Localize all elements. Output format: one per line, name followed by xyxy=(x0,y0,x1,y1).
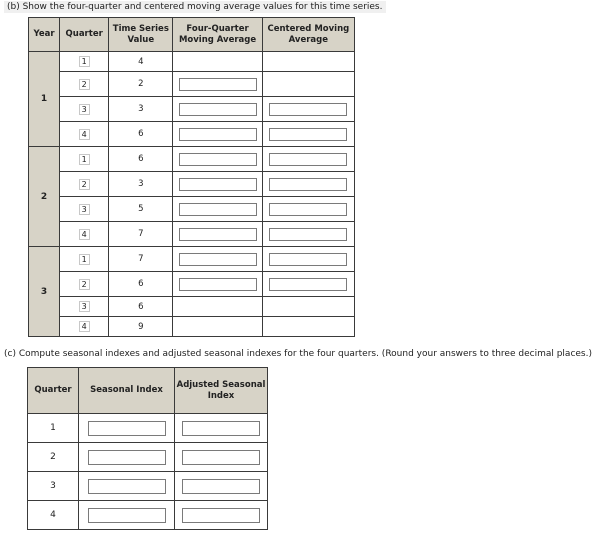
table-row xyxy=(29,72,355,97)
centered-moving-average-input[interactable] xyxy=(269,278,347,291)
quarter-label: 1 xyxy=(79,154,90,165)
quarter-cell xyxy=(60,197,109,222)
time-series-value: 5 xyxy=(109,197,173,222)
adjusted-seasonal-index-input[interactable] xyxy=(182,479,260,494)
four-quarter-cell xyxy=(173,72,262,97)
centered-moving-average-input[interactable] xyxy=(269,203,347,216)
adjusted-seasonal-index-cell xyxy=(175,501,268,530)
quarter-cell xyxy=(60,317,109,337)
quarter-label: 4 xyxy=(79,129,90,140)
quarter-label: 4 xyxy=(79,321,90,332)
time-series-value: 3 xyxy=(109,172,173,197)
quarter-label: 3 xyxy=(79,204,90,215)
adjusted-seasonal-index-cell xyxy=(175,472,268,501)
quarter-label: 2 xyxy=(79,79,90,90)
adjusted-seasonal-index-input[interactable] xyxy=(182,421,260,436)
time-series-value: 6 xyxy=(109,272,173,297)
time-series-value: 9 xyxy=(109,317,173,337)
seasonal-index-input[interactable] xyxy=(88,479,166,494)
season-quarter-cell: 2 xyxy=(28,443,79,472)
part-c-prompt: (c) Compute seasonal indexes and adjusted seasonal indexes for the four quarters. (Round your answers to three decimal places.) xyxy=(4,349,592,359)
centered-moving-average-input[interactable] xyxy=(269,253,347,266)
header-quarter-c: Quarter xyxy=(28,368,79,414)
seasonal-index-cell xyxy=(79,443,175,472)
time-series-value: 3 xyxy=(109,97,173,122)
season-quarter-cell: 3 xyxy=(28,472,79,501)
quarter-label: 1 xyxy=(79,254,90,265)
centered-moving-average-input[interactable] xyxy=(269,128,347,141)
adjusted-seasonal-index-input[interactable] xyxy=(182,508,260,523)
adjusted-seasonal-index-input[interactable] xyxy=(182,450,260,465)
header-four-quarter-moving-average: Four-Quarter Moving Average xyxy=(173,18,262,52)
table-row xyxy=(29,97,355,122)
quarter-cell xyxy=(60,247,109,272)
table-row xyxy=(28,472,268,501)
seasonal-index-cell xyxy=(79,414,175,443)
centered-moving-average-input[interactable] xyxy=(269,103,347,116)
four-quarter-cell xyxy=(173,272,262,297)
table-row xyxy=(29,272,355,297)
quarter-cell xyxy=(60,72,109,97)
quarter-cell xyxy=(60,122,109,147)
time-series-value: 6 xyxy=(109,147,173,172)
header-centered-moving-average: Centered Moving Average xyxy=(262,18,354,52)
four-quarter-moving-average-input[interactable] xyxy=(179,278,257,291)
four-quarter-moving-average-input[interactable] xyxy=(179,203,257,216)
time-series-value: 6 xyxy=(109,297,173,317)
four-quarter-cell xyxy=(173,52,262,72)
header-adjusted-seasonal-index: Adjusted Seasonal Index xyxy=(175,368,268,414)
centered-cell xyxy=(262,272,354,297)
time-series-value: 2 xyxy=(109,72,173,97)
centered-cell xyxy=(262,52,354,72)
four-quarter-moving-average-input[interactable] xyxy=(179,153,257,166)
table-row xyxy=(29,247,355,272)
table-row xyxy=(28,501,268,530)
quarter-cell xyxy=(60,297,109,317)
centered-cell xyxy=(262,297,354,317)
header-time-series-value: Time Series Value xyxy=(109,18,173,52)
four-quarter-cell xyxy=(173,147,262,172)
time-series-value: 4 xyxy=(109,52,173,72)
adjusted-seasonal-index-cell xyxy=(175,414,268,443)
four-quarter-moving-average-input[interactable] xyxy=(179,103,257,116)
table-row xyxy=(29,172,355,197)
seasonal-index-cell xyxy=(79,472,175,501)
seasonal-index-input[interactable] xyxy=(88,450,166,465)
header-seasonal-index: Seasonal Index xyxy=(79,368,175,414)
seasonal-index-input[interactable] xyxy=(88,421,166,436)
table-row xyxy=(28,443,268,472)
year-cell: 3 xyxy=(29,247,60,337)
season-quarter-cell: 1 xyxy=(28,414,79,443)
table-row xyxy=(29,317,355,337)
moving-average-table xyxy=(28,17,355,337)
table-row xyxy=(29,222,355,247)
centered-cell xyxy=(262,147,354,172)
table-row xyxy=(29,147,355,172)
four-quarter-cell xyxy=(173,297,262,317)
four-quarter-cell xyxy=(173,247,262,272)
quarter-cell xyxy=(60,172,109,197)
adjusted-seasonal-index-cell xyxy=(175,443,268,472)
four-quarter-cell xyxy=(173,97,262,122)
centered-cell xyxy=(262,197,354,222)
season-quarter-cell: 4 xyxy=(28,501,79,530)
seasonal-index-table xyxy=(27,367,268,530)
four-quarter-moving-average-input[interactable] xyxy=(179,178,257,191)
quarter-label: 4 xyxy=(79,229,90,240)
four-quarter-moving-average-input[interactable] xyxy=(179,253,257,266)
quarter-cell xyxy=(60,222,109,247)
quarter-cell xyxy=(60,147,109,172)
centered-cell xyxy=(262,222,354,247)
seasonal-index-cell xyxy=(79,501,175,530)
four-quarter-moving-average-input[interactable] xyxy=(179,228,257,241)
time-series-value: 6 xyxy=(109,122,173,147)
header-year: Year xyxy=(29,18,60,52)
four-quarter-cell xyxy=(173,317,262,337)
time-series-value: 7 xyxy=(109,247,173,272)
four-quarter-moving-average-input[interactable] xyxy=(179,78,257,91)
four-quarter-moving-average-input[interactable] xyxy=(179,128,257,141)
table-row xyxy=(28,414,268,443)
quarter-cell xyxy=(60,97,109,122)
quarter-label: 3 xyxy=(79,301,90,312)
centered-cell xyxy=(262,122,354,147)
four-quarter-cell xyxy=(173,222,262,247)
centered-moving-average-input[interactable] xyxy=(269,178,347,191)
time-series-value: 7 xyxy=(109,222,173,247)
part-b-prompt: (b) Show the four-quarter and centered moving average values for this time series. xyxy=(4,1,386,13)
seasonal-index-input[interactable] xyxy=(88,508,166,523)
centered-cell xyxy=(262,172,354,197)
quarter-cell xyxy=(60,272,109,297)
quarter-cell xyxy=(60,52,109,72)
quarter-label: 2 xyxy=(79,279,90,290)
table-row xyxy=(29,122,355,147)
table-row xyxy=(29,297,355,317)
year-cell: 2 xyxy=(29,147,60,247)
table-row xyxy=(29,197,355,222)
centered-cell xyxy=(262,247,354,272)
centered-moving-average-input[interactable] xyxy=(269,153,347,166)
table-row xyxy=(29,52,355,72)
quarter-label: 1 xyxy=(79,56,90,67)
centered-cell xyxy=(262,72,354,97)
four-quarter-cell xyxy=(173,197,262,222)
centered-moving-average-input[interactable] xyxy=(269,228,347,241)
centered-cell xyxy=(262,317,354,337)
four-quarter-cell xyxy=(173,172,262,197)
header-quarter: Quarter xyxy=(60,18,109,52)
year-cell: 1 xyxy=(29,52,60,147)
centered-cell xyxy=(262,97,354,122)
four-quarter-cell xyxy=(173,122,262,147)
quarter-label: 2 xyxy=(79,179,90,190)
quarter-label: 3 xyxy=(79,104,90,115)
